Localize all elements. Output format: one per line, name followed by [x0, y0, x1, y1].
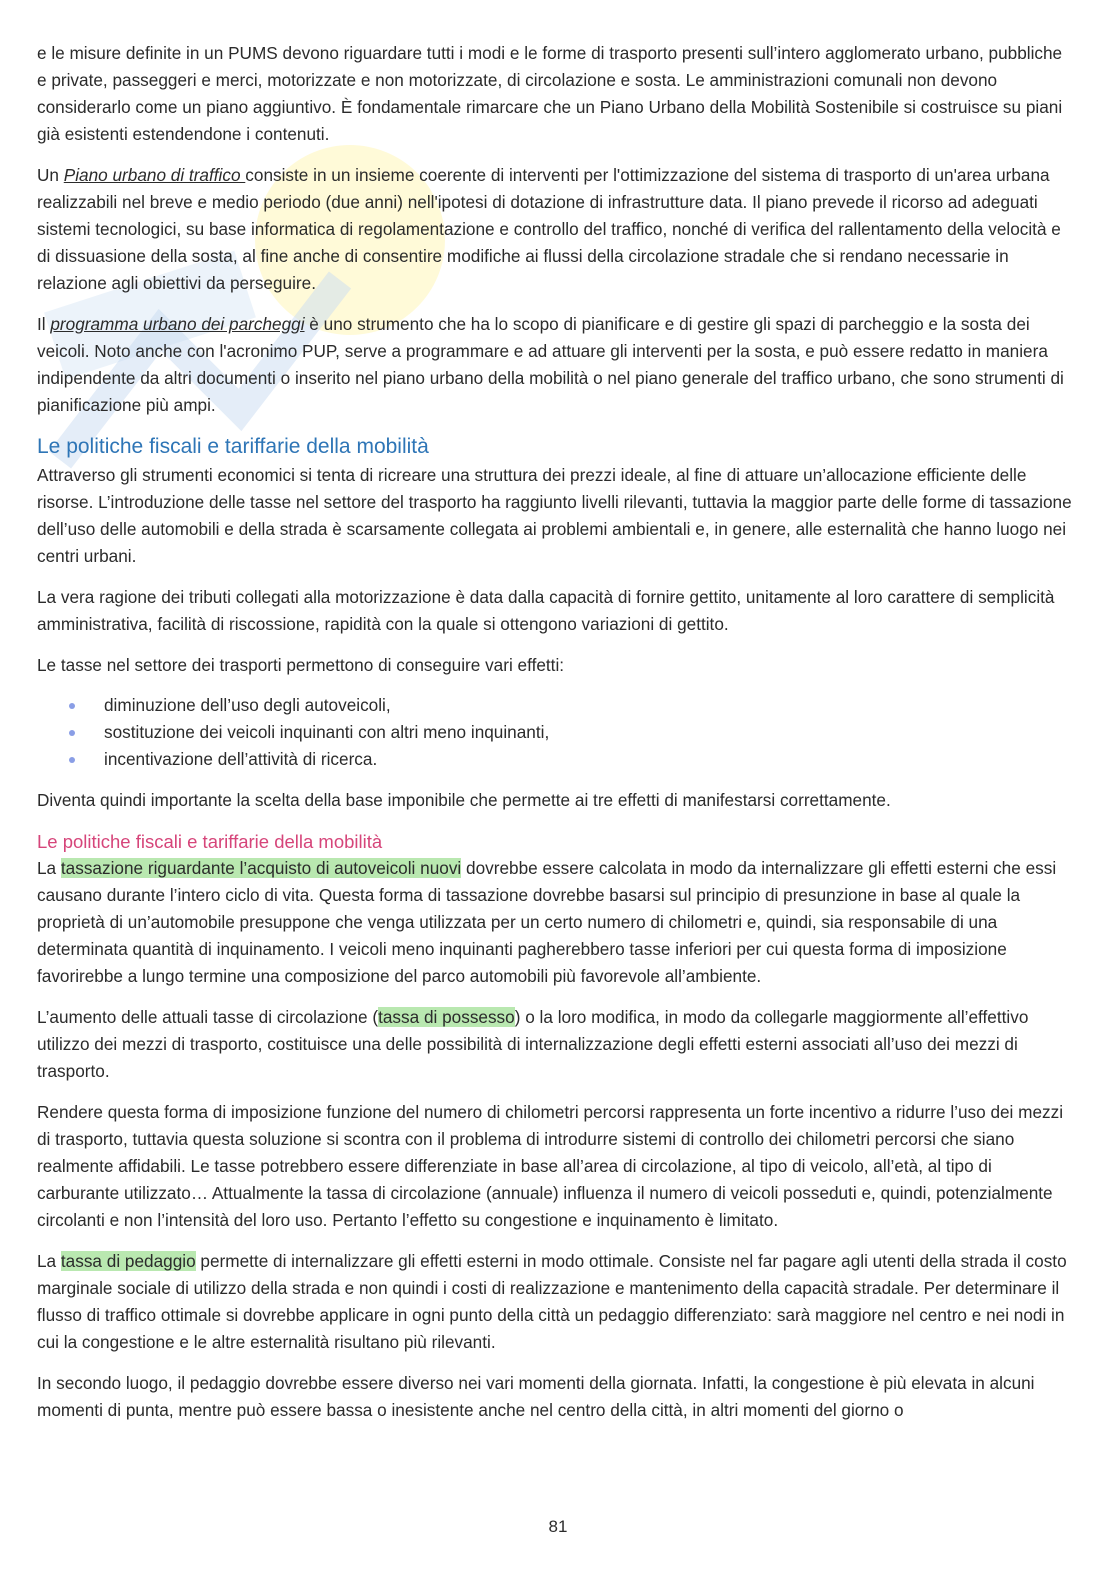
paragraph: Attraverso gli strumenti economici si tenta di ricreare una struttura dei prezzi ideale, al fine di attuare un’allocazione efficiente delle risorse. L’introduzione delle tasse nel settore del trasporto ha raggiunto livelli rilevanti, tuttavia la maggior parte delle forme di tassazione dell’uso delle automobili e della strada è scarsamente collegata ai problemi ambientali e, in genere, alle esternalità che hanno luogo nei centri urbani. — [37, 465, 1072, 566]
section-heading: Le politiche fiscali e tariffarie della mobilità — [37, 435, 429, 458]
text-run: L’aumento delle attuali tasse di circolazione ( — [37, 1007, 379, 1027]
list-item-text: incentivazione dell’attività di ricerca. — [104, 749, 378, 769]
highlight: tassa di possesso — [378, 1007, 515, 1027]
text-run: consiste in un insieme coerente di interventi per l'ottimizzazione del sistema di trasporto di un'area urbana realizzabili nel breve e medio periodo (due anni) nell'ipotesi di dotazione di infrastrutture data. Il piano prevede il ricorso ad adeguati sistemi tecnologici, su base informatica di regolamentazione e controllo del traffico, nonché di verifica del rallentamento della velocità e di dissuasione della sosta, al fine anche di consentire modifiche ai flussi della circolazione stradale che si rendano necessarie in relazione agli obiettivi da perseguire. — [37, 165, 1061, 293]
highlight: tassazione riguardante l’acquisto di autoveicoli nuovi — [60, 858, 462, 878]
paragraph: e le misure definite in un PUMS devono riguardare tutti i modi e le forme di trasporto presenti sull’intero agglomerato urbano, pubbliche e private, passeggeri e merci, motorizzate e non motorizzate, di circolazione e sosta. Le amministrazioni comunali non devono considerarlo come un piano aggiuntivo. È fondamentale rimarcare che un Piano Urbano della Mobilità Sostenibile si costruisce su piani già esistenti estendendone i contenuti. — [37, 43, 1063, 144]
bullet-icon — [69, 703, 75, 709]
list-item — [37, 692, 1073, 719]
text-run: permette di internalizzare gli effetti esterni in modo ottimale. Consiste nel far pagare agli utenti della strada il costo marginale sociale di utilizzo della strada e non quindi i costi di realizzazione e mantenimento della capacità stradale. Per determinare il flusso di traffico ottimale si dovrebbe applicare in ogni punto della città un pedaggio differenziato: sarà maggiore nel centro e nei nodi in cui la congestione e le altre esternalità risultano più rilevanti. — [37, 1251, 1067, 1352]
text-run: Il — [37, 314, 51, 334]
paragraph: Rendere questa forma di imposizione funzione del numero di chilometri percorsi rappresenta un forte incentivo a ridurre l’uso dei mezzi di trasporto, tuttavia questa soluzione si scontra con il problema di introdurre sistemi di controllo dei chilometri percorsi che siano realmente affidabili. Le tasse potrebbero essere differenziate in base all’area di circolazione, al tipo di veicolo, all’età, al tipo di carburante utilizzato… Attualmente la tassa di circolazione (annuale) influenza il numero di veicoli posseduti e, quindi, potenzialmente circolanti e non l’intensità del loro uso. Pertanto l’effetto su congestione e inquinamento è limitato. — [37, 1102, 1064, 1230]
list-item-text: diminuzione dell’uso degli autoveicoli, — [104, 695, 391, 715]
text-run: La — [37, 1251, 61, 1271]
paragraph: Diventa quindi importante la scelta della base imponibile che permette ai tre effetti di manifestarsi correttamente. — [37, 790, 891, 810]
text-run: La — [37, 858, 61, 878]
text-run: dovrebbe essere calcolata in modo da internalizzare gli effetti esterni che essi causano durante l’intero ciclo di vita. Questa forma di tassazione dovrebbe basarsi sul principio di presunzione in base al quale la proprietà di un’automobile presuppone che venga utilizzata per un certo numero di chilometri e, quindi, sia responsabile di una determinata quantità di inquinamento. I veicoli meno inquinanti pagherebbero tasse inferiori per cui questa forma di imposizione favorirebbe a lungo termine una composizione del parco automobili più favorevole all’ambiente. — [37, 858, 1057, 986]
bullet-icon — [69, 757, 75, 763]
term-piano-urbano-traffico: Piano urbano di traffico — [63, 165, 246, 185]
subsection-heading: Le politiche fiscali e tariffarie della mobilità — [37, 831, 383, 852]
paragraph: La vera ragione dei tributi collegati alla motorizzazione è data dalla capacità di fornire gettito, unitamente al loro carattere di semplicità amministrativa, facilità di riscossione, rapidità con la quale si ottengono variazioni di gettito. — [37, 587, 1055, 634]
paragraph — [37, 162, 1073, 297]
text-run: è uno strumento che ha lo scopo di pianificare e di gestire gli spazi di parcheggio e la sosta dei veicoli. Noto anche con l'acronimo PUP, serve a programmare e ad attuare gli interventi per la sosta, e può essere redatto in maniera indipendente da altri documenti o inserito nel piano urbano della mobilità o nel piano generale del traffico urbano, che sono strumenti di pianificazione più ampi. — [37, 314, 1064, 415]
bullet-icon — [69, 730, 75, 736]
list-item-text: sostituzione dei veicoli inquinanti con altri meno inquinanti, — [104, 722, 550, 742]
paragraph — [37, 1248, 1073, 1356]
paragraph — [37, 311, 1073, 419]
list-item — [37, 719, 1073, 746]
term-programma-parcheggi: programma urbano dei parcheggi — [50, 314, 305, 334]
paragraph: In secondo luogo, il pedaggio dovrebbe essere diverso nei vari momenti della giornata. Infatti, la congestione è più elevata in alcuni momenti di punta, mentre può essere bassa o inesistente anche nel centro della città, in altri momenti del giorno o — [37, 1373, 1035, 1420]
text-run: ) o la loro modifica, in modo da collegarle maggiormente all’effettivo utilizzo dei mezzi di trasporto, costituisce una delle possibilità di internalizzazione degli effetti esterni associati all’uso dei mezzi di trasporto. — [37, 1007, 1029, 1081]
bullet-list — [37, 692, 1073, 773]
page-number: 81 — [548, 1517, 568, 1536]
list-item — [37, 746, 1073, 773]
paragraph — [37, 1004, 1073, 1085]
document-page — [37, 40, 1073, 1438]
paragraph: Le tasse nel settore dei trasporti permettono di conseguire vari effetti: — [37, 655, 565, 675]
text-run: Un — [37, 165, 64, 185]
paragraph — [37, 855, 1073, 990]
highlight: tassa di pedaggio — [60, 1251, 196, 1271]
